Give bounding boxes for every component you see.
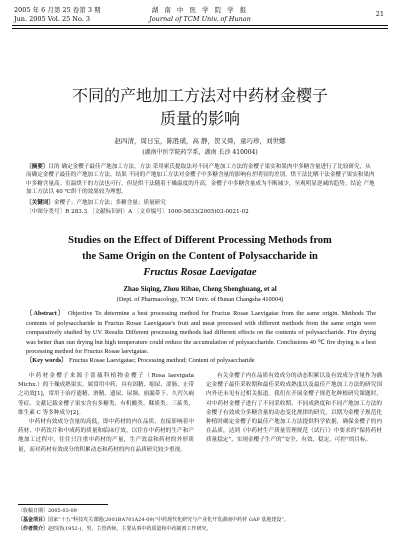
title-en-line1: Studies on the Effect of Different Processing Methods from bbox=[68, 235, 332, 246]
body-paragraph: 中药材金樱子来源于蔷薇科植物金樱子（Rosa laevigata Michx.）的干燥成熟果实，属常用中药，具有固精、缩尿、涩肠、止带之功效[1]，常用于治疗遗精、滑精、遗尿、尿频、崩漏带下、久泻久痢等症。文献记载金樱子果实含有多糖类、有机酸类、鞣质类、三萜类、维生素 C 等多种成分[2]。 bbox=[18, 373, 194, 416]
abstract-cn-label: 〔摘要〕 bbox=[26, 164, 49, 170]
footnote-fund bbox=[18, 516, 380, 524]
keywords-en-label: 〔Key words〕 bbox=[26, 357, 68, 364]
body-column-left bbox=[18, 372, 194, 455]
journal-name-en: Journal of TCM Univ. of Hunan bbox=[149, 15, 251, 23]
footnote-received: 〔收稿日期〕2005-03-09 bbox=[18, 508, 77, 514]
footnote-fund-text: 国家“十五”科技攻关课题(2001BA701A24-09)“中药现代化研究与产业化开发湖南中药材 GAP 基地建设”。 bbox=[48, 517, 289, 523]
body-paragraph: 中药材有效成分含量的高低，即中药材的内在品质，直接影响着中药材、中药饮片和中成药的质量和临床疗效。以往在中药材的生产和产地加工过程中，往往只注重中药材的产量，生产效益和药材的外形质量，而对药材有效成分的积累动态和药材的内在品质研究较少重视。 bbox=[18, 419, 194, 453]
footnote-fund-label: 〔基金项目〕 bbox=[18, 517, 49, 523]
title-cn-line2: 质量的影响 bbox=[159, 109, 240, 128]
title-cn-line1: 不同的产地加工方法对中药材金樱子 bbox=[71, 86, 328, 105]
keywords-cn bbox=[26, 199, 376, 207]
issue-cn: 2005 年 6 月第 25 卷第 3 期 bbox=[14, 6, 101, 14]
footnote-author bbox=[18, 525, 380, 533]
footnote-author-text: 赵四清(1952-)，男，主管药师，主要从事中药质量和中药制剂工作研究。 bbox=[48, 526, 212, 532]
keywords-cn-text: 金樱子；产地加工方法；多糖含量；质量研究 bbox=[53, 200, 166, 206]
authors-en: Zhao Siqing, Zhou Ribao, Cheng Shenghuang, et al bbox=[123, 285, 277, 293]
abstract-en bbox=[26, 309, 376, 357]
issue-en: Jun. 2005 Vol. 25 No. 3 bbox=[14, 15, 91, 23]
title-en bbox=[20, 233, 380, 281]
header-rule-thin bbox=[12, 28, 388, 29]
header-rule-thick bbox=[12, 25, 388, 26]
footnote-rule bbox=[18, 504, 108, 505]
footnote-author-label: 〔作者简介〕 bbox=[18, 526, 49, 532]
affiliation-en: (Dept. of Pharmacology, TCM Univ. of Hunan Changsha 410004) bbox=[116, 296, 284, 303]
keywords-cn-label: 〔关键词〕 bbox=[26, 200, 54, 206]
keywords-en-text: Fructus Rosae Laevigatae; Processing method; Content of polysaccharide bbox=[69, 357, 255, 364]
authors-cn: 赵四清，周日宝，陈胜璜，高 静，贺又舜，童巧珍，刘世娜 bbox=[114, 137, 286, 145]
title-cn bbox=[20, 84, 380, 130]
body-paragraph: 有关金樱子内在品质有效成分的动态积累以及有效成分含量作为确定金樱子最佳采收期和最佳采收成熟度以及最佳产地加工方法的研究国内外还未见有过相关报道。我们在开展金樱子规范化种植研究课题时，对中药材金樱子进行了不同采收期、不同成熟度和不同产地加工方法的金樱子有效成分多糖含量的动态变化规律的研究，以期为金樱子规范化种植时确定金樱子的最佳产地加工方法提供科学依据，确保金樱子的内在品质，达到《中药材生产质量管理规范（试行）》中要求的“保持药材质量稳定”，实现金樱子生产的“安全、有效、稳定、可控”的目标。 bbox=[206, 373, 382, 444]
title-en-line3: Fructus Rosae Laevigatae bbox=[143, 267, 257, 278]
abstract-en-text: Objective To determine a best processing method for Fructus Rosae Laevigatae from the same origin. Methods The contents of polysaccharide in Fructus Rosae Laevigatae's fruit and meat processed with different methods from the same origin were comparatively studied by UV. Results Different processing methods had different effects on the contents of polysaccharide. Fire drying was better than sun drying but high temperature could reduce the accumulation of polysaccharide. Conclusions 40 ℃ fire drying is a best processing method for Fructus Rosae laevigatae. bbox=[26, 310, 376, 355]
keywords-en bbox=[26, 356, 376, 366]
affiliation-cn: (湖南中医学院药学系，湖南 长沙 410004) bbox=[142, 149, 258, 156]
title-en-line2: the Same Origin on the Content of Polysaccharide in bbox=[82, 251, 318, 262]
abstract-cn-text: 目的 确定金樱子最佳产地加工方法。方法 采用索氏提取法对不同产地加工方法的金樱子果实和果肉中多糖含量进行了比较研究，从而确定金樱子最佳的产地加工方法。结果 不同的产地加工方法对金樱子中多糖含量的影响有差明显的差别，烘干法比晒干法金樱子果实和果肉中多糖含量高。室温烘干的方法也可行，但是烘干法随着干燥温度的升高，金樱子中多糖含量成为不断减少，至观明显逆减的趋势。结论 产地加工方法以 40 ℃烘干的效果较为理想。 bbox=[26, 164, 375, 196]
abstract-en-label: 〔Abstract〕 bbox=[26, 310, 66, 317]
page-number: 21 bbox=[375, 10, 384, 18]
abstract-cn bbox=[26, 163, 376, 197]
classification-line: 〔中图分类号〕R 283.3 〔文献标识码〕A 〔文章编号〕1000-5633(2005)03-0021-02 bbox=[26, 209, 249, 215]
body-column-right bbox=[206, 372, 382, 446]
journal-name-cn: 湖 南 中 医 学 院 学 报 bbox=[151, 6, 249, 14]
